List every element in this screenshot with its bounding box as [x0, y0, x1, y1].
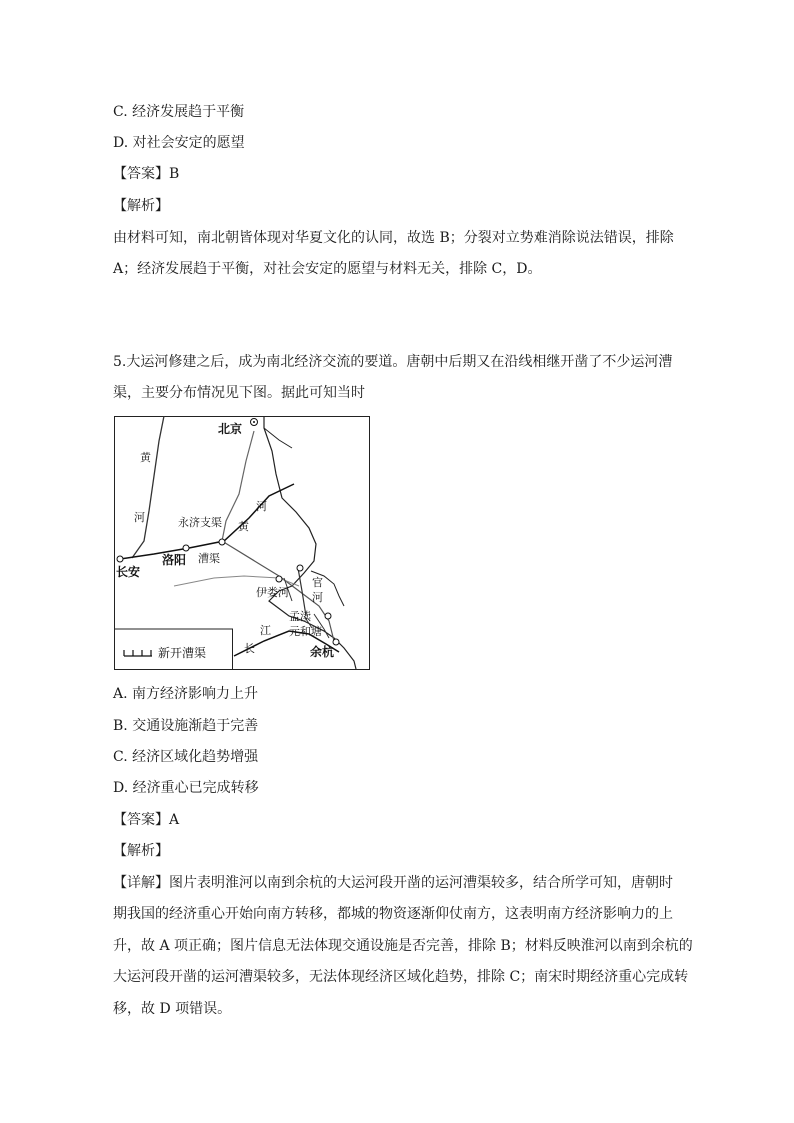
label-changan: 长安 — [116, 565, 141, 579]
label-river-chang: 长 — [244, 642, 255, 655]
label-river-huang-4: 黄 — [238, 520, 249, 533]
label-meng-canal: 孟渎 — [289, 610, 311, 623]
grand-canal-map — [114, 416, 370, 670]
q5-detail-line-5: 移，故 D 项错误。 — [113, 1001, 232, 1017]
label-beijing: 北京 — [218, 422, 243, 436]
q5-detail-line-1: 【详解】图片表明淮河以南到余杭的大运河段开凿的运河漕渠较多，结合所学可知，唐朝时 — [113, 875, 673, 891]
q4-analysis-line-2: A；经济发展趋于平衡，对社会安定的愿望与材料无关，排除 C，D。 — [113, 261, 542, 277]
q5-answer: 【答案】A — [113, 812, 180, 828]
q4-option-d: D. 对社会安定的愿望 — [113, 135, 245, 151]
yuanhe-marker — [325, 613, 331, 619]
label-yuhang: 余杭 — [310, 645, 335, 659]
beijing-marker-dot — [253, 421, 255, 423]
label-river-huang-2: 河 — [134, 511, 145, 524]
q4-analysis-line-1: 由材料可知，南北朝皆体现对华夏文化的认同，故选 B；分裂对立势难消除说法错误，排除 — [113, 230, 674, 246]
label-cao-canal: 漕渠 — [198, 552, 220, 565]
q5-analysis-label: 【解析】 — [113, 843, 169, 859]
guanhe-marker — [297, 565, 303, 571]
q4-answer: 【答案】B — [113, 166, 180, 182]
label-river-guan-2: 河 — [312, 591, 323, 604]
q5-stem-line-1: 5.大运河修建之后，成为南北经济交流的要道。唐朝中后期又在沿线相继开凿了不少运河漕 — [113, 354, 673, 370]
label-river-huang-3: 河 — [256, 500, 267, 513]
q5-option-a: A. 南方经济影响力上升 — [113, 686, 259, 702]
label-yilou-canal: 伊娄河 — [256, 586, 289, 599]
q5-detail-line-4: 大运河段开凿的运河漕渠较多，无法体现经济区域化趋势，排除 C；南宋时期经济重心完成转 — [113, 969, 689, 985]
q5-option-b: B. 交通设施渐趋于完善 — [113, 718, 259, 734]
label-yuanhe-canal: 元和塘 — [289, 625, 322, 638]
q4-option-c: C. 经济发展趋于平衡 — [113, 104, 245, 120]
label-river-jiang: 江 — [260, 624, 271, 637]
q5-option-c: C. 经济区域化趋势增强 — [113, 749, 259, 765]
q5-stem-line-2: 渠，主要分布情况见下图。据此可知当时 — [113, 385, 365, 401]
changan-marker — [117, 556, 123, 562]
label-luoyang: 洛阳 — [162, 553, 187, 567]
yilou-marker — [276, 576, 282, 582]
label-river-huang-1: 黄 — [140, 451, 151, 464]
luoyang-marker — [183, 545, 189, 551]
legend-label: 新开漕渠 — [158, 646, 207, 660]
label-yongji-canal: 永济支渠 — [178, 516, 222, 529]
q5-option-d: D. 经济重心已完成转移 — [113, 780, 259, 796]
q5-detail-line-3: 升，故 A 项正确；图片信息无法体现交通设施是否完善，排除 B；材料反映淮河以南到余杭的 — [113, 938, 693, 954]
q5-detail-line-2: 期我国的经济重心开始向南方转移，都城的物资逐渐仰仗南方，这表明南方经济影响力的上 — [113, 906, 673, 922]
q4-analysis-label: 【解析】 — [113, 198, 169, 214]
canal-junction-marker — [219, 539, 225, 545]
label-river-guan-1: 官 — [312, 576, 323, 589]
